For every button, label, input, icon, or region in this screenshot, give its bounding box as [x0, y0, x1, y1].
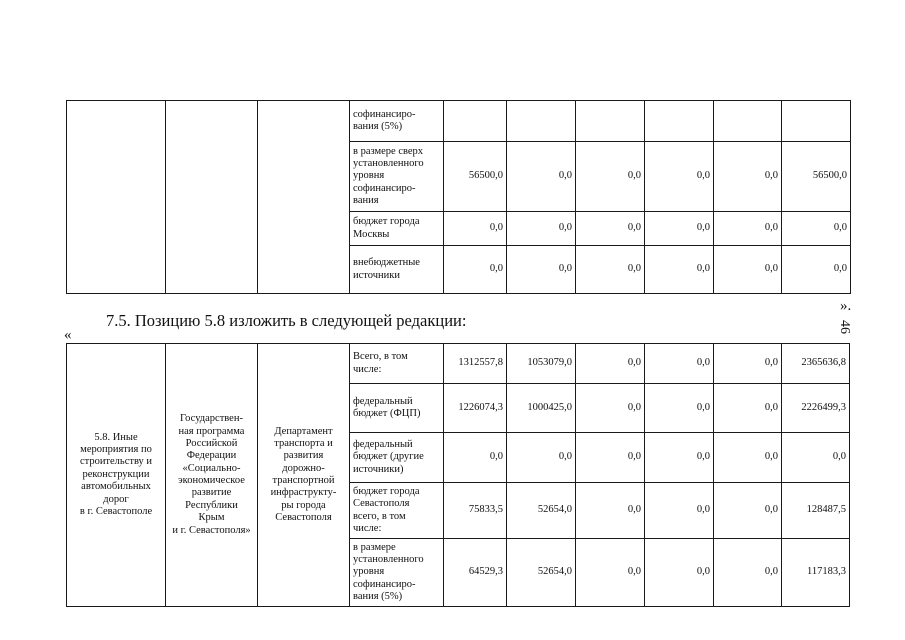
amount-cell: 0,0	[714, 433, 782, 483]
amount-cell: 0,0	[714, 246, 782, 294]
section-heading: 7.5. Позицию 5.8 изложить в следующей редакции:	[106, 311, 467, 330]
funding-source-label	[350, 101, 444, 142]
amount-cell: 0,0	[576, 212, 645, 246]
amount-cell: 1226074,3	[444, 384, 507, 433]
amount-cell: 0,0	[645, 384, 714, 433]
opening-quote: «	[64, 327, 72, 343]
amount-cell	[444, 101, 507, 142]
executor-cell	[258, 344, 350, 607]
funding-source-label	[350, 246, 444, 294]
amount-cell: 0,0	[444, 212, 507, 246]
position-5-8-table	[66, 343, 850, 607]
table-row	[67, 344, 850, 384]
amount-cell: 56500,0	[782, 142, 851, 212]
continued-funding-table	[66, 100, 851, 294]
amount-cell: 0,0	[444, 246, 507, 294]
table-row	[67, 101, 851, 142]
amount-cell	[714, 101, 782, 142]
funding-source-label	[350, 483, 444, 539]
amount-cell	[645, 101, 714, 142]
empty-program-cell	[166, 101, 258, 294]
funding-source-text: Всего, в том числе:	[353, 351, 408, 375]
amount-cell: 0,0	[714, 212, 782, 246]
position-name-text: 5.8. Иные мероприятия по строительству и реконструкции автомобильных дорог в г. Севастополе	[79, 431, 153, 517]
amount-cell: 0,0	[576, 539, 645, 607]
funding-source-label	[350, 384, 444, 433]
funding-source-text: в размере сверх установленного уровня софинансиро- вания	[353, 145, 424, 207]
amount-cell: 0,0	[782, 246, 851, 294]
amount-cell	[576, 101, 645, 142]
amount-cell: 0,0	[576, 142, 645, 212]
amount-cell: 2365636,8	[782, 344, 850, 384]
empty-position-cell	[67, 101, 166, 294]
amount-cell: 0,0	[714, 483, 782, 539]
funding-source-label	[350, 539, 444, 607]
funding-source-text: бюджет города Москвы	[353, 216, 420, 240]
amount-cell	[782, 101, 851, 142]
program-text: Государствен- ная программа Российской Федерации «Социально- экономическое развитие Республики Крым и г. Севастополя»	[172, 413, 251, 536]
amount-cell: 52654,0	[507, 539, 576, 607]
amount-cell: 0,0	[576, 483, 645, 539]
amount-cell: 0,0	[576, 433, 645, 483]
amount-cell: 0,0	[576, 246, 645, 294]
program-cell	[166, 344, 258, 607]
amount-cell	[507, 101, 576, 142]
amount-cell: 0,0	[645, 344, 714, 384]
amount-cell: 0,0	[507, 142, 576, 212]
amount-cell: 0,0	[645, 212, 714, 246]
position-name-cell	[67, 344, 166, 607]
amount-cell: 0,0	[714, 142, 782, 212]
amount-cell: 64529,3	[444, 539, 507, 607]
amount-cell: 1053079,0	[507, 344, 576, 384]
amount-cell: 0,0	[782, 212, 851, 246]
amount-cell: 2226499,3	[782, 384, 850, 433]
amount-cell: 0,0	[782, 433, 850, 483]
funding-source-label	[350, 212, 444, 246]
amount-cell: 0,0	[645, 246, 714, 294]
amount-cell: 52654,0	[507, 483, 576, 539]
closing-quote: ».	[840, 298, 852, 314]
amount-cell: 0,0	[507, 212, 576, 246]
amount-cell: 75833,5	[444, 483, 507, 539]
funding-source-label	[350, 344, 444, 384]
amount-cell: 1312557,8	[444, 344, 507, 384]
page-number: 46	[837, 320, 852, 334]
amount-cell: 0,0	[576, 344, 645, 384]
amount-cell: 0,0	[714, 384, 782, 433]
amount-cell: 0,0	[714, 539, 782, 607]
funding-source-text: внебюджетные источники	[353, 257, 420, 281]
amount-cell: 1000425,0	[507, 384, 576, 433]
amount-cell: 0,0	[507, 433, 576, 483]
amount-cell: 0,0	[645, 483, 714, 539]
funding-source-text: бюджет города Севастополя всего, в том числе:	[353, 485, 420, 534]
amount-cell: 117183,3	[782, 539, 850, 607]
empty-executor-cell	[258, 101, 350, 294]
amount-cell: 0,0	[444, 433, 507, 483]
amount-cell: 128487,5	[782, 483, 850, 539]
funding-source-text: федеральный бюджет (другие источники)	[353, 438, 424, 475]
executor-text: Департамент транспорта и развития дорожно- транспортной инфраструкту- ры города Севастополя	[270, 425, 337, 524]
funding-source-text: софинансиро- вания (5%)	[353, 108, 416, 132]
funding-source-text: в размере установленного уровня софинансиро- вания (5%)	[353, 541, 424, 603]
funding-source-text: федеральный бюджет (ФЦП)	[353, 395, 421, 419]
amount-cell: 0,0	[714, 344, 782, 384]
amount-cell: 0,0	[645, 539, 714, 607]
funding-source-label	[350, 142, 444, 212]
amount-cell: 0,0	[645, 433, 714, 483]
amount-cell: 0,0	[507, 246, 576, 294]
funding-source-label	[350, 433, 444, 483]
amount-cell: 56500,0	[444, 142, 507, 212]
amount-cell: 0,0	[576, 384, 645, 433]
amount-cell: 0,0	[645, 142, 714, 212]
